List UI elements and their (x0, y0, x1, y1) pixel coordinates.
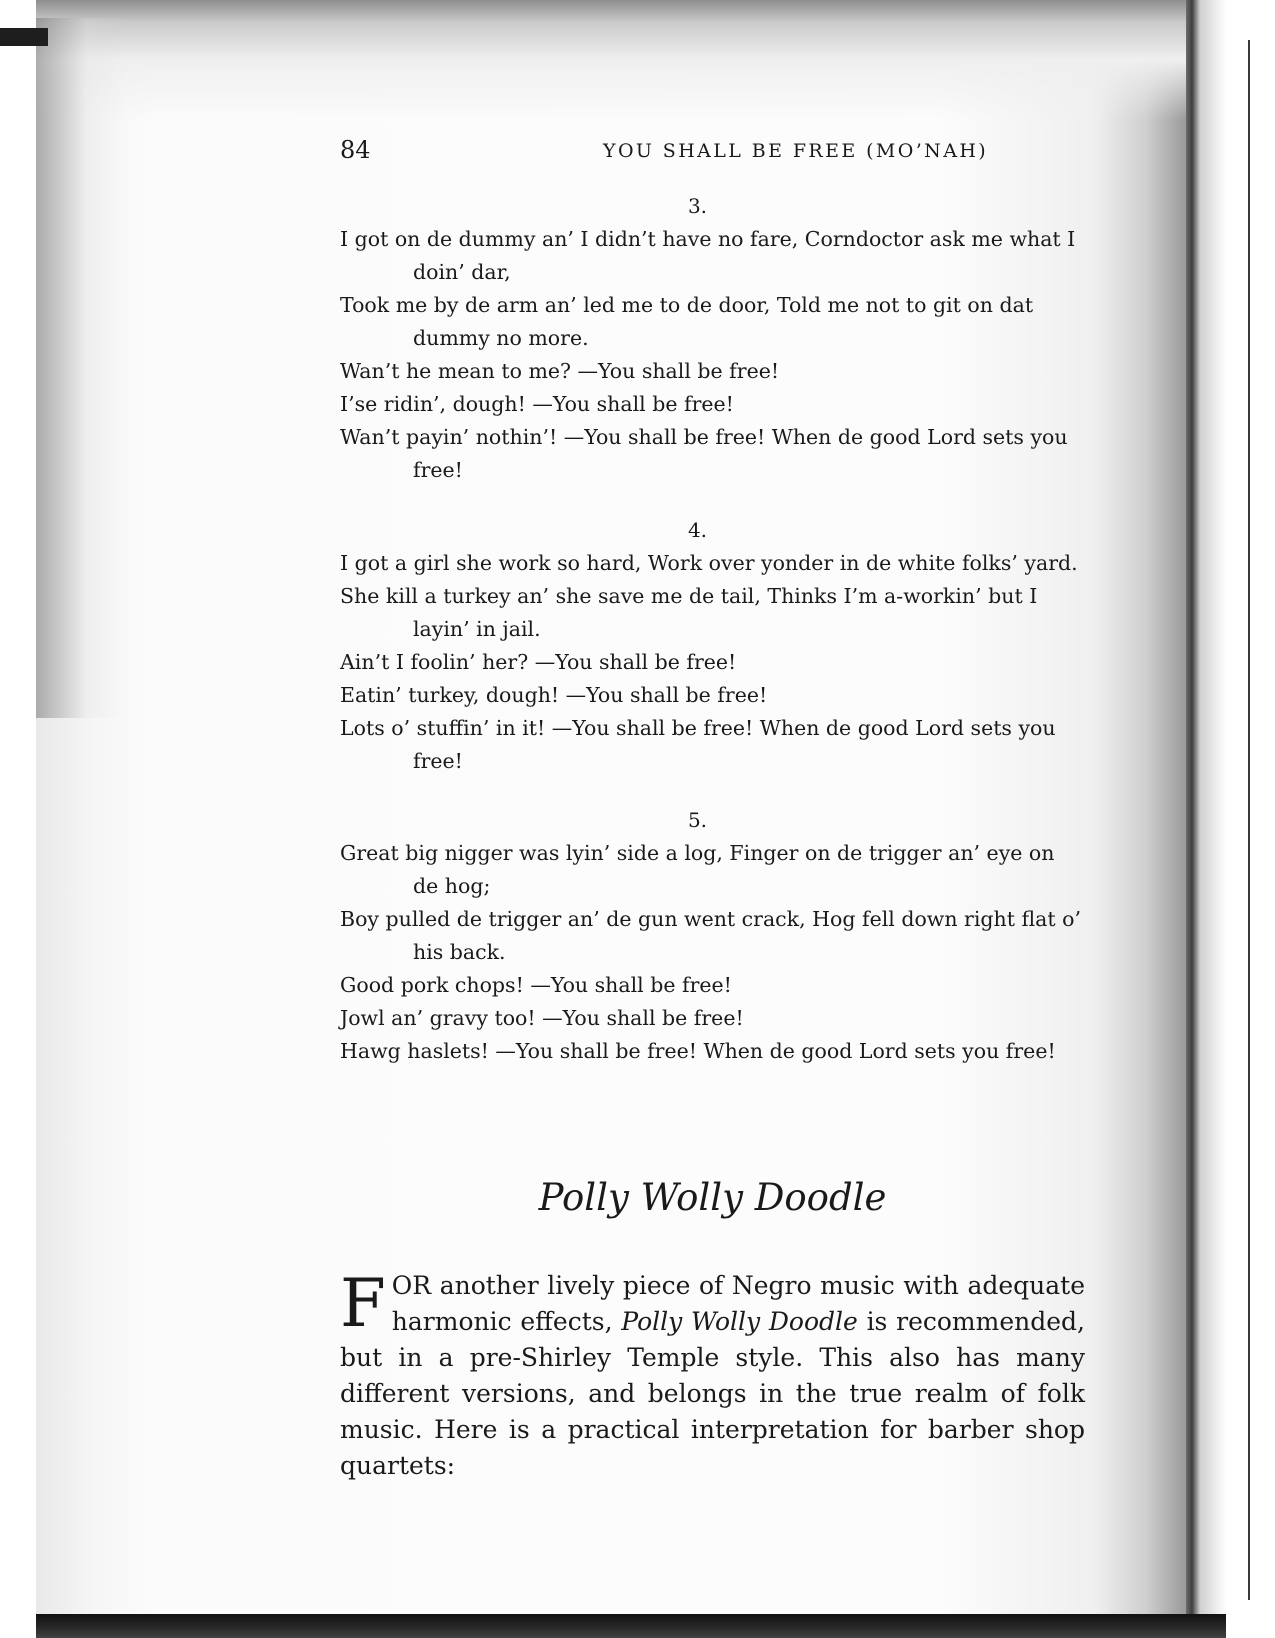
verse-line: I got on de dummy an’ I didn’t have no fare, Corndoctor ask me what I doin’ dar, (340, 227, 1076, 284)
verse-line: Good pork chops! —You shall be free! (340, 973, 732, 997)
book-spine-edge (1186, 0, 1275, 1638)
verse-line: She kill a turkey an’ she save me de tail, Thinks I’m a-workin’ but I layin’ in jail. (340, 584, 1038, 641)
running-head (340, 136, 1010, 170)
verse-line: Took me by de arm an’ led me to de door, Told me not to git on dat dummy no more. (340, 293, 1034, 350)
intro-text-start: OR another lively piece of Negro music with adequate harmonic effects, (391, 1271, 1085, 1336)
verse-4 (340, 514, 1085, 778)
verse-number: 4. (687, 518, 708, 542)
verse-line: Boy pulled de trigger an’ de gun went crack, Hog fell down right flat o’ his back. (340, 907, 1082, 964)
verse-line: Great big nigger was lyin’ side a log, Finger on de trigger an’ eye on de hog; (340, 841, 1055, 898)
verse-line: Hawg haslets! —You shall be free! When de good Lord sets you free! (340, 1039, 1056, 1063)
verse-line: I got a girl she work so hard, Work over yonder in de white folks’ yard. (340, 551, 1078, 575)
spine-line (1248, 40, 1250, 1600)
top-shadow (36, 0, 1186, 120)
section-title: Polly Wolly Doodle (538, 1176, 887, 1219)
intro-text-end: is recommended, but in a pre-Shirley Temple style. This also has many different versions, and belongs in the true realm of folk music. Here is a practical interpretation for barber shop quartets: (340, 1307, 1085, 1480)
left-shadow (36, 18, 126, 718)
verse-line: Ain’t I foolin’ her? —You shall be free! (340, 650, 737, 674)
bottom-edge (36, 1614, 1226, 1638)
running-title: YOU SHALL BE FREE (MO’NAH) (603, 140, 989, 162)
verse-line: Lots o’ stuffin’ in it! —You shall be free! When de good Lord sets you free! (340, 716, 1056, 773)
verse-line: Eatin’ turkey, dough! —You shall be free! (340, 683, 768, 707)
verse-line: Jowl an’ gravy too! —You shall be free! (340, 1006, 744, 1030)
verse-line: Wan’t payin’ nothin’! —You shall be free! When de good Lord sets you free! (340, 425, 1068, 482)
drop-cap: F (340, 1265, 386, 1342)
verse-3 (340, 190, 1085, 487)
verse-number: 5. (687, 808, 708, 832)
verse-5 (340, 804, 1085, 1068)
intro-paragraph (340, 1265, 1085, 1484)
verse-number: 3. (687, 194, 708, 218)
page-number: 84 (340, 136, 371, 164)
scan-edge-mark (0, 28, 48, 46)
intro-song-title: Polly Wolly Doodle (621, 1307, 858, 1336)
verse-line: I’se ridin’, dough! —You shall be free! (340, 392, 734, 416)
verse-line: Wan’t he mean to me? —You shall be free! (340, 359, 780, 383)
